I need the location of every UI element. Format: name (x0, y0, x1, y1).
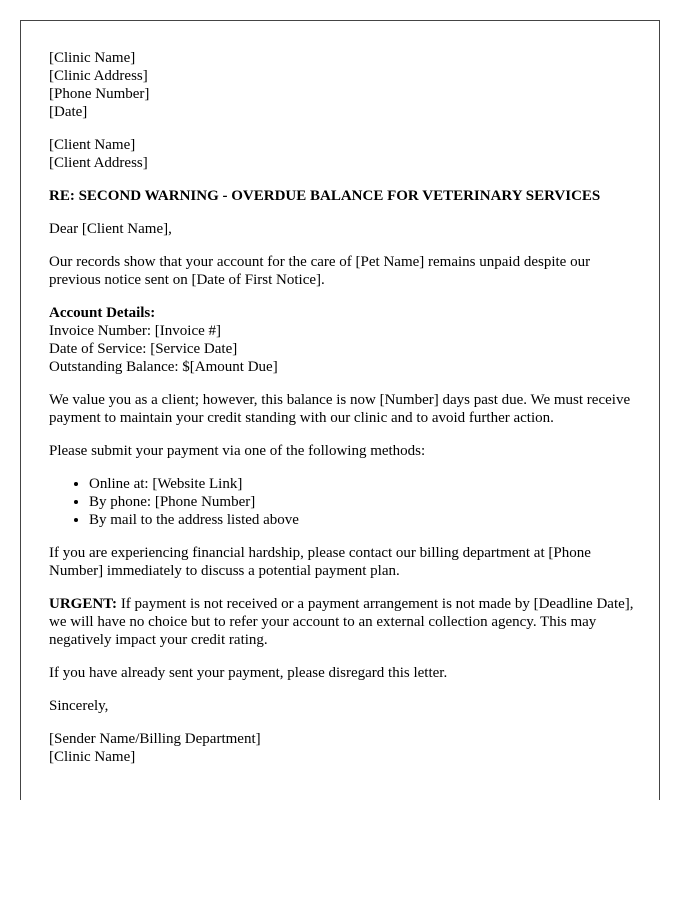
signature-clinic-name: [Clinic Name] (49, 749, 136, 765)
urgent-paragraph (49, 595, 635, 649)
account-details-block (49, 304, 635, 376)
hardship-paragraph: If you are experiencing financial hardship, please contact our billing department at [Phone Number] immediately to discuss a potential payment plan. (49, 545, 591, 579)
signature-sender-name: [Sender Name/Billing Department] (49, 731, 261, 747)
payment-intro: Please submit your payment via one of the following methods: (49, 443, 426, 459)
account-details-heading: Account Details: (49, 305, 156, 321)
subject-line: RE: SECOND WARNING - OVERDUE BALANCE FOR VETERINARY SERVICES (49, 188, 601, 204)
value-paragraph: We value you as a client; however, this balance is now [Number] days past due. We must receive payment to maintain your credit standing with our clinic and to avoid further action. (49, 392, 631, 426)
sender-clinic-address: [Clinic Address] (49, 68, 148, 84)
outstanding-balance: Outstanding Balance: $[Amount Due] (49, 359, 278, 375)
letter-body (49, 49, 635, 781)
salutation: Dear [Client Name], (49, 221, 172, 237)
service-date: Date of Service: [Service Date] (49, 341, 238, 357)
urgent-label: URGENT: (49, 596, 118, 612)
payment-method-mail: • By mail to the address listed above (89, 511, 635, 529)
invoice-number: Invoice Number: [Invoice #] (49, 323, 222, 339)
sender-clinic-name: [Clinic Name] (49, 50, 136, 66)
recipient-block (49, 136, 635, 172)
recipient-client-name: [Client Name] (49, 137, 136, 153)
signature-block (49, 730, 635, 766)
payment-method-phone: • By phone: [Phone Number] (89, 493, 635, 511)
sender-phone-number: [Phone Number] (49, 86, 150, 102)
letter-page (20, 20, 660, 800)
disregard-paragraph: If you have already sent your payment, please disregard this letter. (49, 665, 448, 681)
payment-methods-list (49, 475, 635, 529)
sender-block (49, 49, 635, 121)
urgent-text: If payment is not received or a payment arrangement is not made by [Deadline Date], we will have no choice but to refer your account to an external collection agency. This may negatively impact your credit rating. (49, 596, 634, 648)
closing: Sincerely, (49, 698, 109, 714)
payment-method-online: • Online at: [Website Link] (89, 475, 635, 493)
letter-date: [Date] (49, 104, 88, 120)
intro-paragraph: Our records show that your account for the care of [Pet Name] remains unpaid despite our previous notice sent on [Date of First Notice]. (49, 254, 591, 288)
recipient-client-address: [Client Address] (49, 155, 148, 171)
